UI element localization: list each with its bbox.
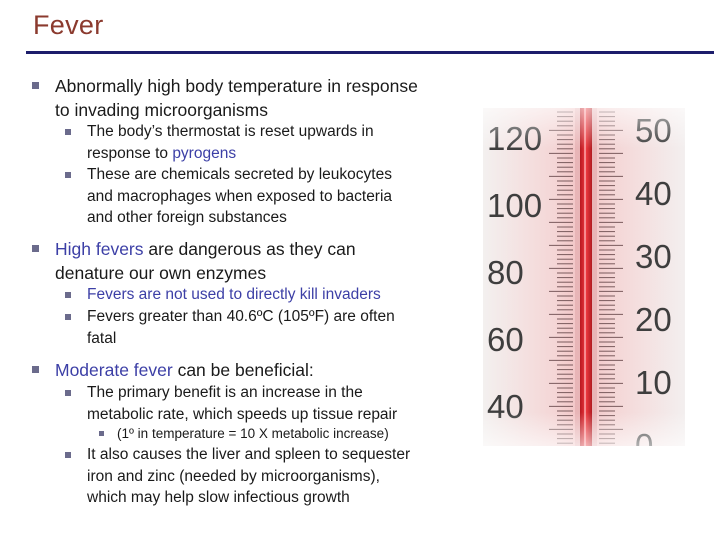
- sub-bullet-marker: [65, 390, 71, 396]
- bullet-1-sub-2: [87, 164, 392, 229]
- bullet-3-sub-2-line-1: It also causes the liver and spleen to sequester: [87, 446, 411, 463]
- bullet-3-sub-1-line-2: metabolic rate, which speeds up tissue repair: [87, 405, 398, 423]
- bullet-3-line-1: [55, 358, 314, 382]
- bullet-2: [55, 237, 356, 285]
- bullet-2-sub-2: [87, 306, 395, 349]
- sub-bullet-marker: [65, 292, 71, 298]
- sub-bullet-marker: [65, 314, 71, 320]
- bullet-1: [55, 74, 418, 122]
- bullet-2-sub-1: [87, 284, 381, 306]
- bullet-marker: [32, 366, 39, 373]
- slide-title: Fever: [33, 10, 104, 40]
- sub-bullet-marker: [65, 452, 71, 458]
- bullet-3-sub-2-line-2: iron and zinc (needed by microorganisms),: [87, 467, 380, 485]
- bullet-2-line-1: [55, 237, 356, 261]
- bullet-3-sub-1: [87, 382, 397, 425]
- text-plain: response to: [87, 144, 173, 162]
- bullet-2-sub-1-line-1: Fevers are not used to directly kill invaders: [87, 286, 381, 303]
- text-plain: are dangerous as they can: [143, 239, 356, 259]
- sub-bullet-marker: [65, 129, 71, 135]
- bullet-1-sub-1: [87, 121, 374, 164]
- bullet-marker: [32, 245, 39, 252]
- text-plain: can be beneficial:: [172, 360, 314, 380]
- highlight-high-fevers: High fevers: [55, 239, 144, 259]
- bullet-1-sub-2-line-3: and other foreign substances: [87, 209, 287, 226]
- bullet-3-sub-2-line-3: which may help slow infectious growth: [87, 489, 350, 506]
- bullet-1-line-2: to invading microorganisms: [55, 100, 269, 120]
- thermometer-image: [483, 108, 685, 446]
- bullet-2-sub-2-line-2: fatal: [87, 329, 117, 347]
- bullet-3-sub-1-line-1: The primary benefit is an increase in the: [87, 384, 363, 401]
- bullet-1-sub-2-line-2: and macrophages when exposed to bacteria: [87, 187, 393, 205]
- bullet-1-sub-2-line-1: These are chemicals secreted by leukocytes: [87, 166, 392, 183]
- highlight-moderate-fever: Moderate fever: [55, 360, 173, 380]
- sub-sub-bullet-marker: [99, 431, 104, 436]
- highlight-pyrogens: pyrogens: [172, 144, 237, 162]
- bullet-1-sub-1-line-2: [87, 143, 374, 165]
- bullet-1-sub-1-line-1: The body’s thermostat is reset upwards in: [87, 123, 374, 140]
- bullet-3-sub-1-sub-1: (1º in temperature = 10 X metabolic increase): [117, 426, 389, 441]
- bullet-marker: [32, 82, 39, 89]
- sub-bullet-marker: [65, 172, 71, 178]
- bullet-3-sub-2: [87, 444, 410, 509]
- bullet-2-line-2: denature our own enzymes: [55, 263, 267, 283]
- bullet-2-sub-2-line-1: Fevers greater than 40.6ºC (105ºF) are often: [87, 308, 395, 325]
- bullet-1-line-1: Abnormally high body temperature in response: [55, 76, 418, 96]
- bullet-3: [55, 358, 314, 382]
